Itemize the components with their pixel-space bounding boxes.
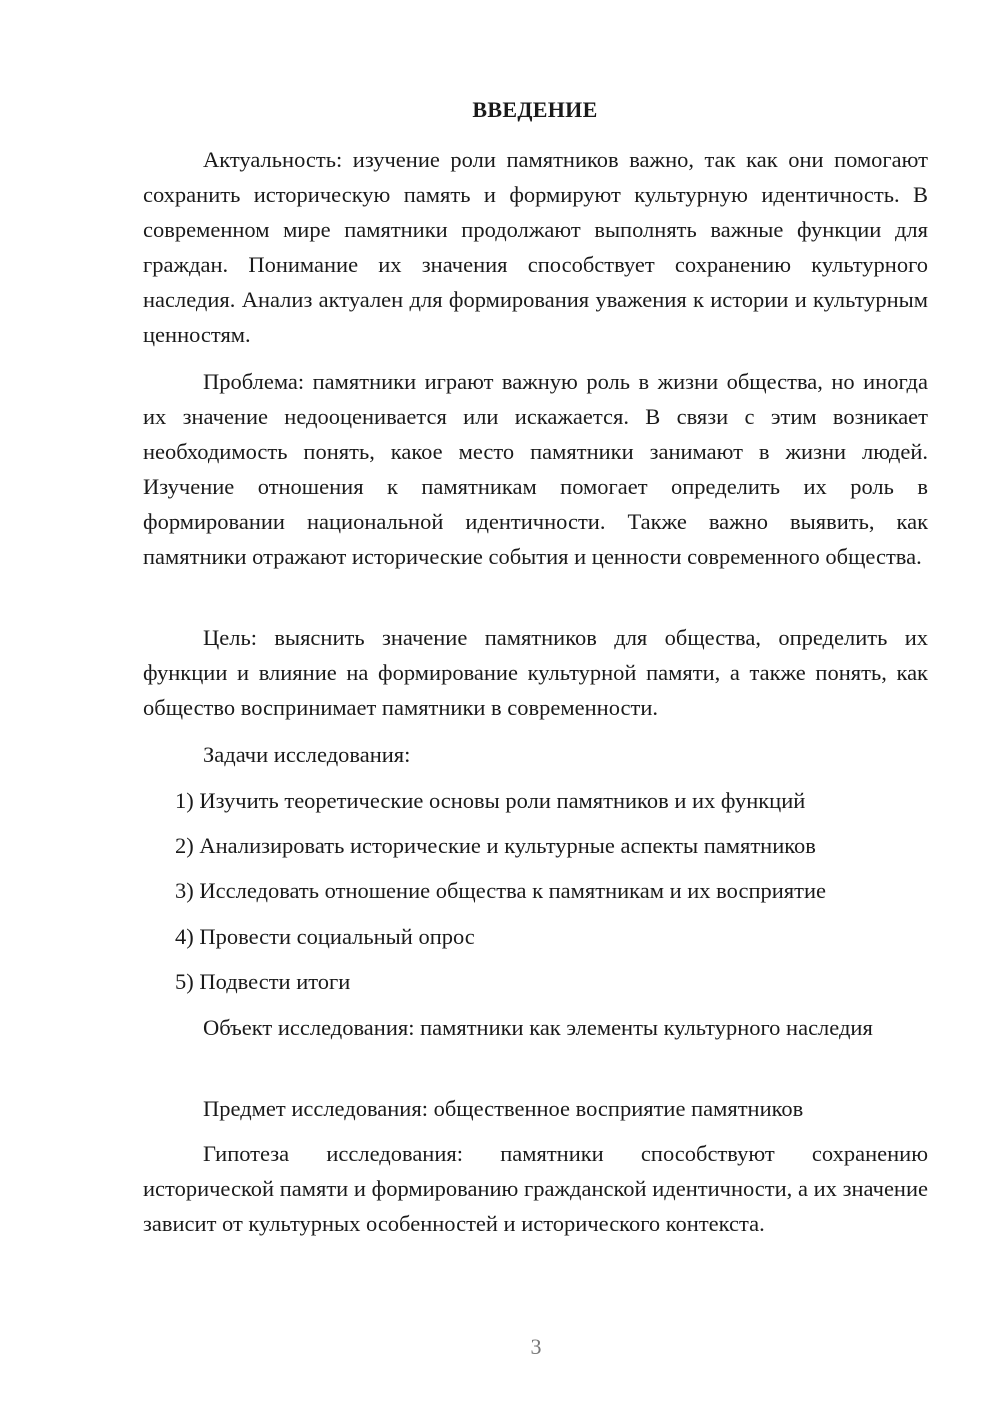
subject-section [143,1091,928,1126]
problem-paragraph: Проблема: памятники играют важную роль в жизни общества, но иногда их значение недооценивается или искажается. В связи с этим возникает необходимость понять, какое место памятники занимают в жизни людей. Изучение отношения к памятникам помогает определить их роль в формировании национальной идентичности. Также важно выявить, как памятники отражают исторические события и ценности современного общества. [143,369,928,569]
task-item-2: 2) Анализировать исторические и культурные аспекты памятников [175,833,816,858]
object-section [143,1010,928,1045]
task-item-1: 1) Изучить теоретические основы роли памятников и их функций [175,788,806,813]
hypothesis-paragraph: Гипотеза исследования: памятники способствуют сохранению исторической памяти и формированию гражданской идентичности, а их значение зависит от культурных особенностей и исторического контекста. [143,1141,928,1236]
tasks-heading-section [143,737,928,772]
page-title: ВВЕДЕНИЕ [472,97,598,122]
object-paragraph: Объект исследования: памятники как элементы культурного наследия [203,1015,873,1040]
task-item-4: 4) Провести социальный опрос [175,924,475,949]
tasks-heading: Задачи исследования: [203,742,411,767]
page-number: 3 [530,1334,542,1359]
problem-section [143,364,928,574]
relevance-paragraph: Актуальность: изучение роли памятников важно, так как они помогают сохранить историческую память и формируют культурную идентичность. В современном мире памятники продолжают выполнять важные функции для граждан. Понимание их значения способствует сохранению культурного наследия. Анализ актуален для формирования уважения к истории и культурным ценностям. [143,147,928,347]
subject-paragraph: Предмет исследования: общественное восприятие памятников [203,1096,804,1121]
relevance-section [143,142,928,352]
task-item-5: 5) Подвести итоги [175,969,351,994]
goal-section [143,620,928,725]
task-item-3: 3) Исследовать отношение общества к памятникам и их восприятие [175,878,826,903]
goal-paragraph: Цель: выяснить значение памятников для общества, определить их функции и влияние на формирование культурной памяти, а также понять, как общество воспринимает памятники в современности. [143,625,928,720]
hypothesis-section [143,1136,928,1241]
